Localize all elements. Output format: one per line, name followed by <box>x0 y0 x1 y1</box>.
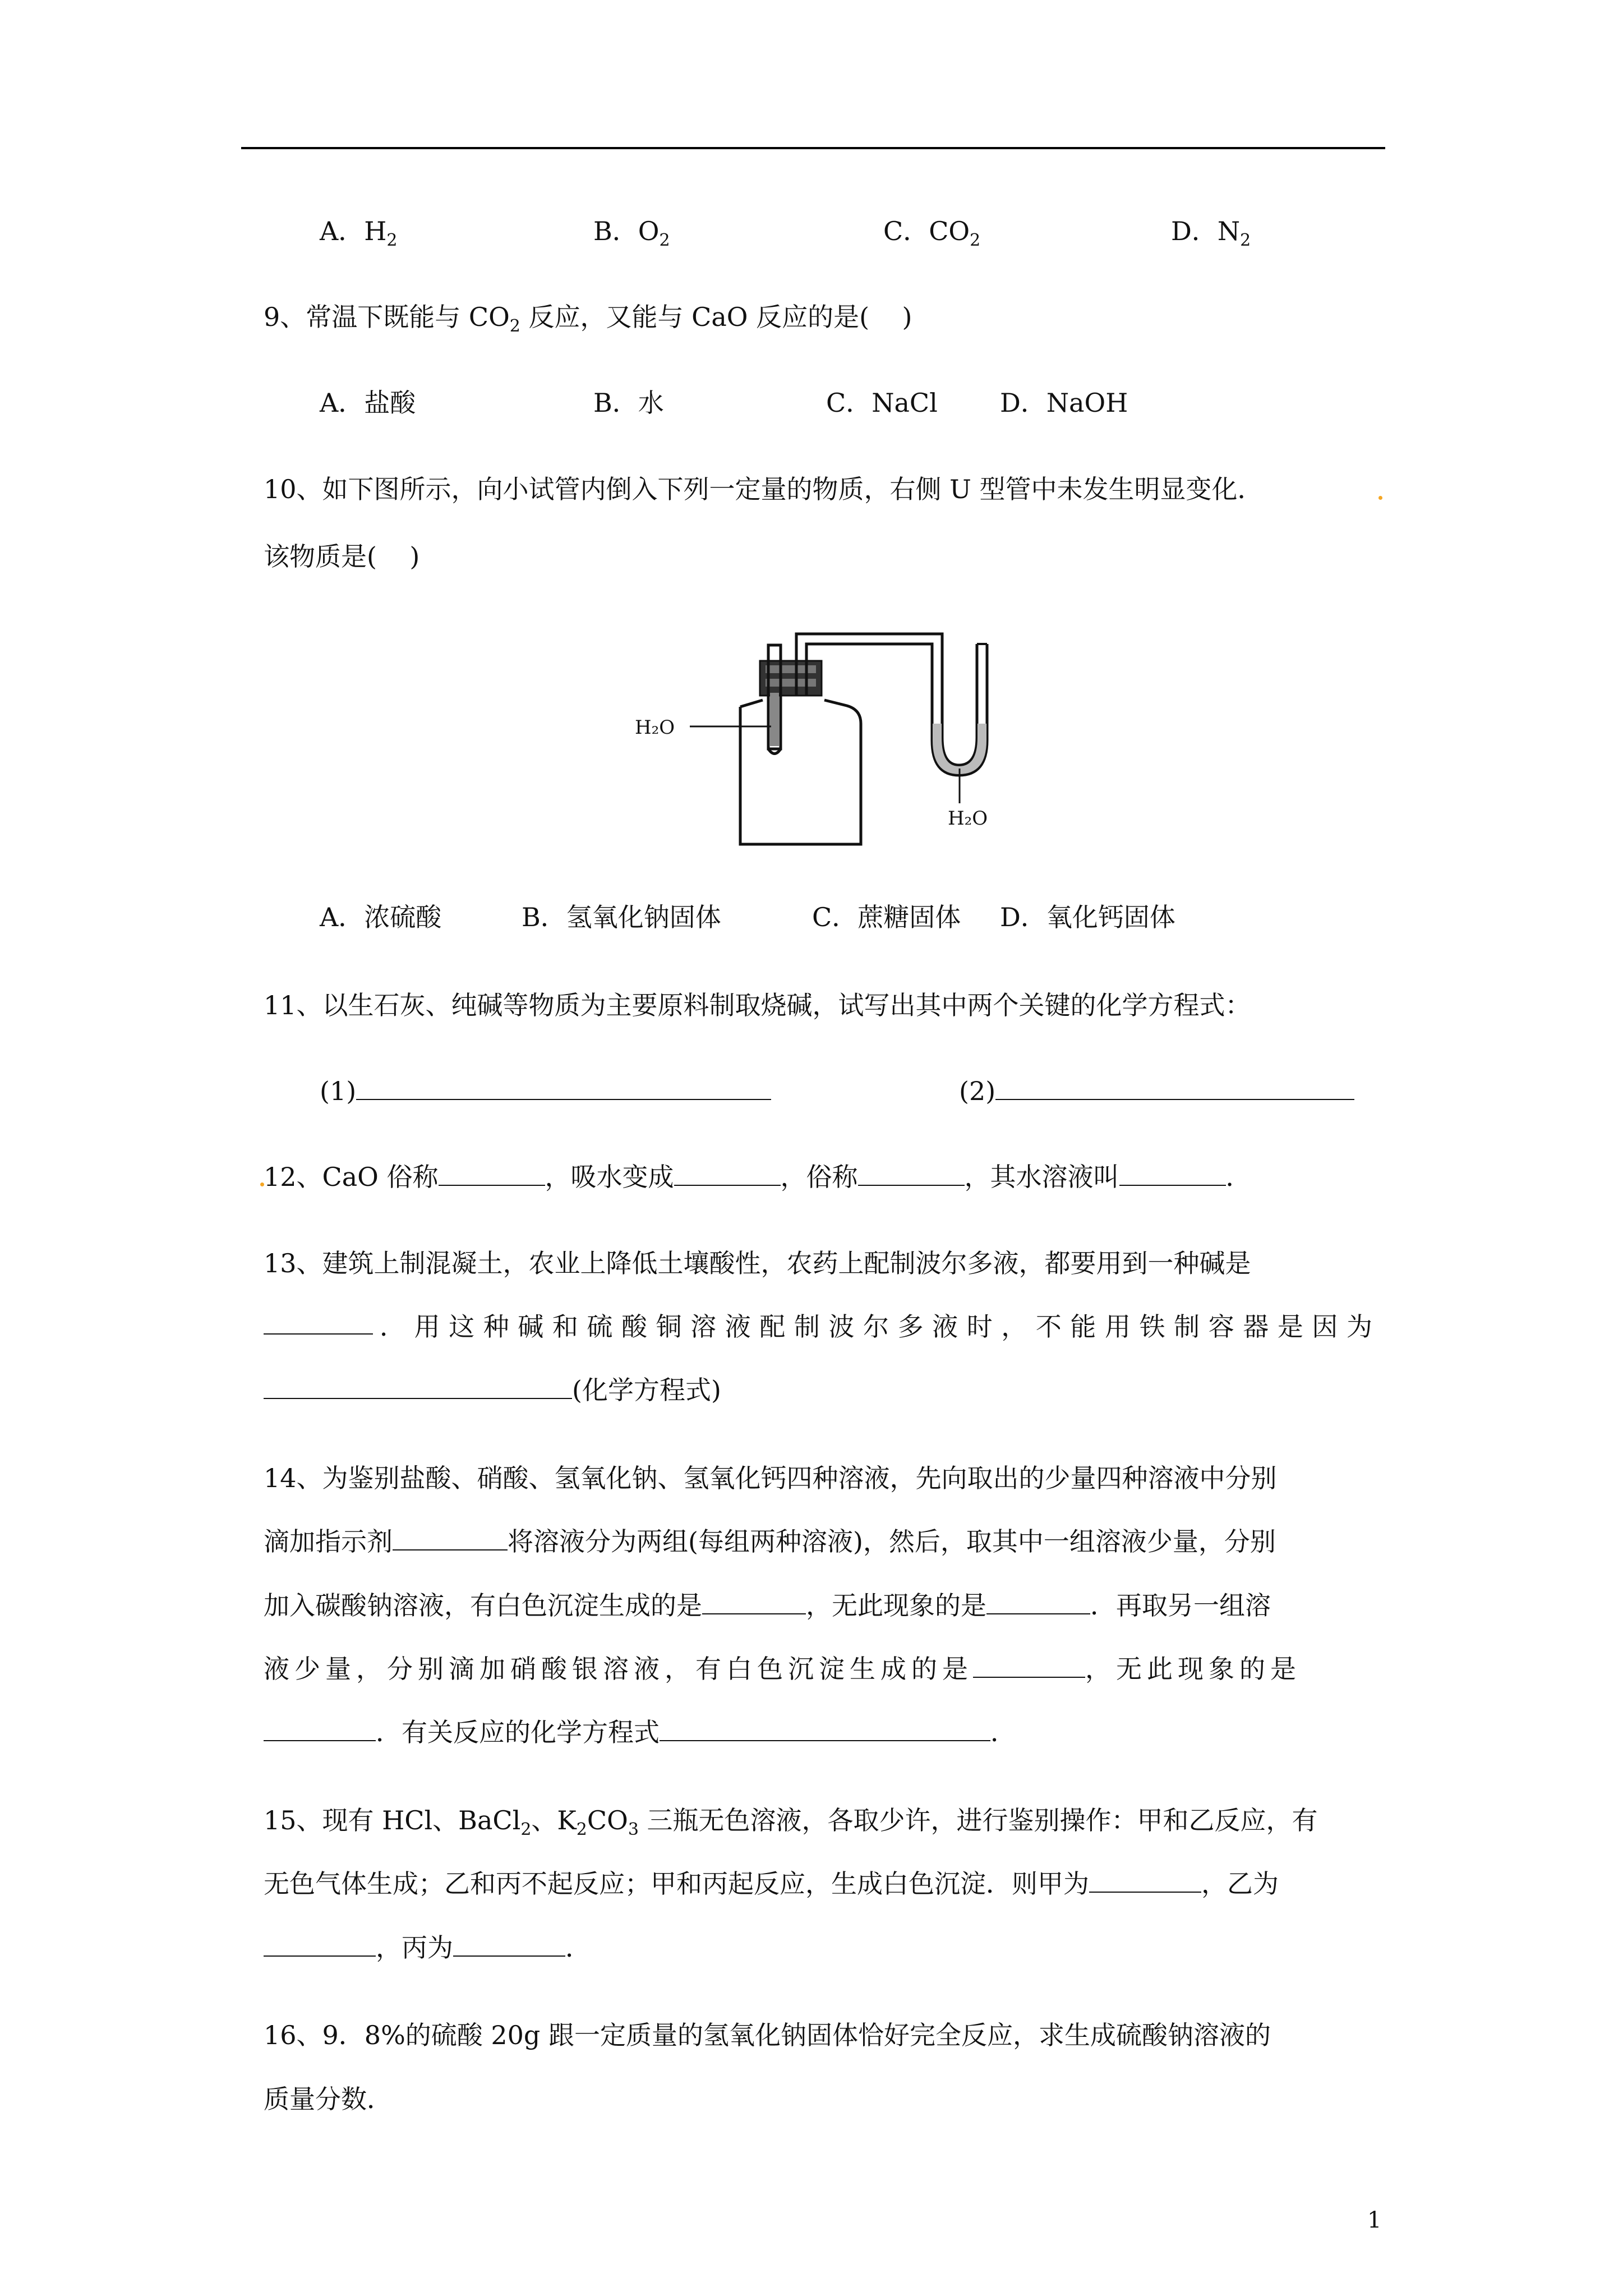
q9-option-a: A．盐酸 <box>320 388 416 418</box>
q15-line2: 无色气体生成；乙和丙不起反应；甲和丙起反应，生成白色沉淀．则甲为 ，乙为 <box>264 1869 1279 1899</box>
q15-blank-1[interactable] <box>1089 1868 1201 1893</box>
q8-option-a: A．$H_2$ <box>320 216 398 250</box>
q12-line: 12、CaO 俗称 ，吸水变成 ，俗称 ，其水溶液叫 ． <box>264 1162 1252 1192</box>
q10-option-d: D．氧化钙固体 <box>1000 902 1175 932</box>
page-number: 1 <box>1367 2207 1382 2233</box>
q10-option-b: B．氢氧化钠固体 <box>522 902 721 932</box>
q13-line3: (化学方程式) <box>264 1373 721 1407</box>
q14-blank-6[interactable] <box>660 1717 990 1741</box>
figure-left-label: H₂O <box>635 716 675 739</box>
apparatus-figure <box>628 628 1021 853</box>
q9-option-c: C．NaCl <box>826 388 938 418</box>
q11-equation-2: (2) <box>959 1074 1354 1108</box>
q15-line1: 15、现有 HCl、BaCl$_2$、$K_2CO_3$ 三瓶无色溶液，各取少许，进行鉴别操作：甲和乙反应，有 <box>264 1805 1318 1839</box>
q11-stem: 11、以生石灰、纯碱等物质为主要原料制取烧碱，试写出其中两个关键的化学方程式： <box>264 990 1251 1020</box>
q8-option-c: C．$CO_2$ <box>883 216 981 250</box>
q13-line1: 13、建筑上制混凝土，农业上降低土壤酸性，农药上配制波尔多液，都要用到一种碱是 <box>264 1248 1251 1278</box>
q15-line3: ，丙为 ． <box>264 1931 591 1964</box>
q8-option-b: B．$O_2$ <box>593 216 670 250</box>
q14-line2: 滴加指示剂 将溶液分为两组(每组两种溶液)，然后，取其中一组溶液少量，分别 <box>264 1526 1276 1557</box>
q10-option-c: C．蔗糖固体 <box>812 902 961 932</box>
q11-equation-1: (1) <box>320 1074 771 1108</box>
q11-blank-1[interactable] <box>356 1075 771 1100</box>
q14-blank-5[interactable] <box>264 1717 376 1741</box>
q15-blank-3[interactable] <box>453 1932 565 1957</box>
q14-blank-3[interactable] <box>986 1590 1090 1614</box>
figure-right-label: H₂O <box>948 807 988 830</box>
q14-line1: 14、为鉴别盐酸、硝酸、氢氧化钠、氢氧化钙四种溶液，先向取出的少量四种溶液中分别 <box>264 1463 1277 1493</box>
q13-line2: ．用这种碱和硫酸铜溶液配制波尔多液时，不能用铁制容器是因为 <box>264 1310 1374 1343</box>
stray-mark <box>1378 496 1382 500</box>
q13-blank-1[interactable] <box>264 1310 373 1335</box>
q12-blank-3[interactable] <box>858 1161 965 1186</box>
q10-stem-line1: 10、如下图所示，向小试管内倒入下列一定量的物质，右侧 U 型管中未发生明显变化． <box>264 474 1264 504</box>
q14-blank-1[interactable] <box>393 1526 508 1550</box>
q10-stem-line2: 该物质是( ) <box>264 541 420 572</box>
header-rule <box>241 147 1385 149</box>
q14-blank-4[interactable] <box>973 1653 1085 1678</box>
q16-line1: 16、9．8%的硫酸 20g 跟一定质量的氢氧化钠固体恰好完全反应，求生成硫酸钠溶液的 <box>264 2020 1271 2050</box>
q12-blank-2[interactable] <box>674 1161 781 1186</box>
q10-option-a: A．浓硫酸 <box>320 902 442 932</box>
q8-option-d: D．$N_2$ <box>1171 216 1251 250</box>
q9-option-b: B．水 <box>593 388 664 418</box>
q14-line4: 液少量，分别滴加硝酸银溶液，有白色沉淀生成的是 ，无此现象的是 <box>264 1654 1301 1684</box>
q12-blank-4[interactable] <box>1119 1161 1226 1186</box>
q9-option-d: D．NaOH <box>1000 388 1128 418</box>
q14-blank-2[interactable] <box>702 1590 806 1614</box>
q9-stem: 9、常温下既能与 $CO_2$ 反应，又能与 CaO 反应的是( ) <box>264 302 912 336</box>
q11-blank-2[interactable] <box>995 1075 1354 1100</box>
q13-blank-2[interactable] <box>264 1374 572 1399</box>
q14-line5: ．有关反应的化学方程式 ． <box>264 1715 1016 1749</box>
q12-blank-1[interactable] <box>439 1161 545 1186</box>
q16-line2: 质量分数． <box>264 2084 393 2114</box>
q14-line3: 加入碳酸钠溶液，有白色沉淀生成的是 ，无此现象的是 ．再取另一组溶 <box>264 1590 1271 1621</box>
q15-blank-2[interactable] <box>264 1932 376 1957</box>
